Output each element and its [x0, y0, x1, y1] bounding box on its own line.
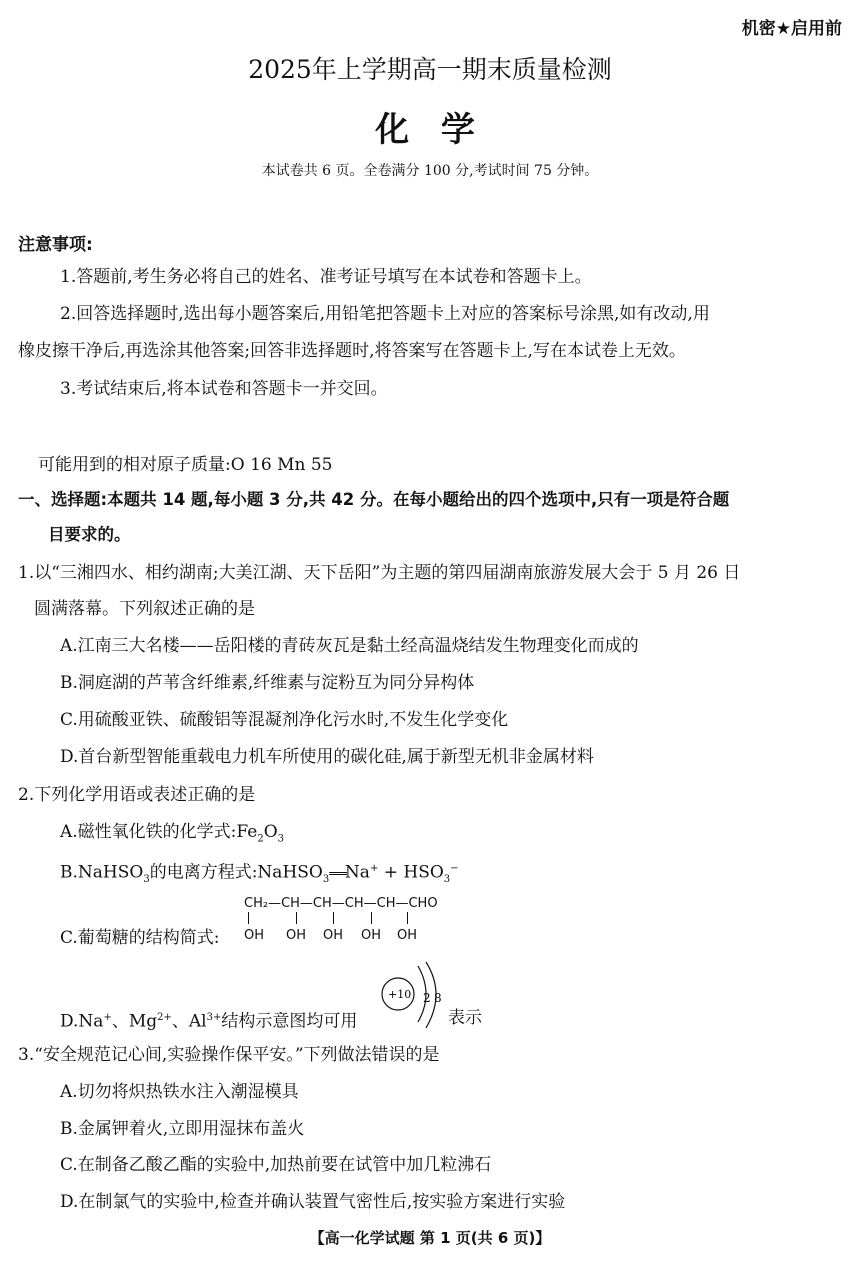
- q2-b-prefix: B.NaHSO: [60, 862, 144, 883]
- notice-title: 注意事项:: [18, 235, 93, 255]
- glucose-bonds: [244, 912, 424, 926]
- notice-item-2: 2.回答选择题时,选出每小题答案后,用铅笔把答题卡上对应的答案标号涂黑,如有改动,用: [60, 304, 710, 324]
- q2-d-na: D.Na: [60, 1011, 104, 1032]
- q2-option-a: [60, 819, 842, 852]
- bond-5: [407, 912, 408, 924]
- q2-option-b: [60, 856, 842, 893]
- notice-item-3: 3.考试结束后,将本试卷和答题卡一并交回。: [60, 379, 388, 399]
- q2-d-al: 、Al: [171, 1011, 207, 1032]
- section1-title-cont: 目要求的。: [48, 525, 131, 544]
- q2-b-charge: −: [450, 863, 459, 874]
- q2-d-mid: 结构示意图均可用: [221, 1011, 358, 1032]
- q2-a-mid: O: [263, 822, 278, 842]
- q1-option-a: A.江南三大名楼——岳阳楼的青砖灰瓦是黏土经高温烧结发生物理变化而成的: [60, 636, 639, 656]
- q2-b-arrow: ═══: [329, 866, 345, 881]
- q3-option-d: D.在制氯气的实验中,检查并确认装置气密性后,按实验方案进行实验: [60, 1192, 566, 1212]
- bond-3: [333, 912, 334, 924]
- q3-option-c: C.在制备乙酸乙酯的实验中,加热前要在试管中加几粒沸石: [60, 1155, 492, 1175]
- bond-1: [248, 912, 249, 924]
- exam-info: 本试卷共 6 页。全卷满分 100 分,考试时间 75 分钟。: [261, 163, 599, 179]
- q2-d-sup1: +: [103, 1012, 112, 1023]
- subject-title: 化 学: [375, 110, 485, 150]
- shell-2-electrons: 8: [434, 991, 442, 1005]
- q2-b-sub1: 3: [143, 874, 150, 886]
- q2-b-sub2: 3: [322, 874, 330, 886]
- notice-item-1: 1.答题前,考生务必将自己的姓名、准考证号填写在本试卷和答题卡上。: [60, 267, 592, 287]
- section1-title: 一、选择题:本题共 14 题,每小题 3 分,共 42 分。在每小题给出的四个选项中,只有一项是符合题: [18, 490, 730, 509]
- q1-stem-cont: 圆满落幕。下列叙述正确的是: [34, 599, 255, 619]
- q2-d-sup3: 3+: [206, 1012, 222, 1023]
- nucleus-charge: +10: [388, 988, 412, 1001]
- q2-option-d-text: [60, 1005, 390, 1035]
- bond-4: [371, 912, 372, 924]
- glucose-oh-1: OH: [244, 928, 265, 943]
- q1-option-c: C.用硫酸亚铁、硫酸铝等混凝剂净化污水时,不发生化学变化: [60, 710, 509, 730]
- q2-b-mid: 的电离方程式:NaHSO: [149, 862, 323, 883]
- glucose-oh-5: OH: [397, 928, 418, 943]
- page-footer: 【高一化学试题 第 1 页(共 6 页)】: [309, 1229, 551, 1247]
- q3-stem: 3.“安全规范记心间,实验操作保平安。”下列做法错误的是: [18, 1045, 440, 1065]
- q2-option-c-label: C.葡萄糖的结构简式:: [60, 928, 220, 948]
- glucose-chain: CH₂—CH—CH—CH—CH—CHO: [244, 896, 438, 911]
- q2-a-sub2: 3: [277, 833, 285, 845]
- q2-d-suffix: 表示: [448, 1008, 482, 1028]
- q2-stem: 2.下列化学用语或表述正确的是: [18, 785, 256, 805]
- q1-stem: 1.以“三湘四水、相约湖南;大美江湖、天下岳阳”为主题的第四届湖南旅游发展大会于 5 月 26 日: [18, 563, 741, 583]
- q2-b-na: Na: [344, 862, 370, 883]
- q3-option-b: B.金属钾着火,立即用湿抹布盖火: [60, 1119, 305, 1139]
- glucose-oh-4: OH: [361, 928, 382, 943]
- atom-structure-diagram: [380, 960, 452, 1032]
- atomic-masses: 可能用到的相对原子质量:O 16 Mn 55: [38, 455, 333, 475]
- q1-option-b: B.洞庭湖的芦苇含纤维素,纤维素与淀粉互为同分异构体: [60, 673, 475, 693]
- q2-b-na-charge: +: [369, 863, 379, 874]
- glucose-oh-2: OH: [286, 928, 307, 943]
- bond-2: [296, 912, 297, 924]
- notice-item-2-cont: 橡皮擦干净后,再选涂其他答案;回答非选择题时,将答案写在答题卡上,写在本试卷上无效。: [18, 341, 686, 361]
- q3-option-a: A.切勿将炽热铁水注入潮湿模具: [60, 1082, 299, 1102]
- confidential-label: 机密★启用前: [741, 19, 842, 39]
- q2-a-text: A.磁性氧化铁的化学式:Fe: [60, 822, 258, 842]
- q2-a-sub1: 2: [257, 833, 264, 845]
- q2-d-sup2: 2+: [157, 1012, 172, 1023]
- q1-option-d: D.首台新型智能重载电力机车所使用的碳化硅,属于新型无机非金属材料: [60, 747, 594, 767]
- q2-d-mg: 、Mg: [111, 1011, 158, 1032]
- q2-b-hso: + HSO: [378, 862, 444, 883]
- shell-1-electrons: 2: [423, 991, 431, 1005]
- q2-b-sub3: 3: [443, 874, 451, 886]
- glucose-oh-3: OH: [323, 928, 344, 943]
- exam-title: 2025年上学期高一期末质量检测: [248, 55, 612, 84]
